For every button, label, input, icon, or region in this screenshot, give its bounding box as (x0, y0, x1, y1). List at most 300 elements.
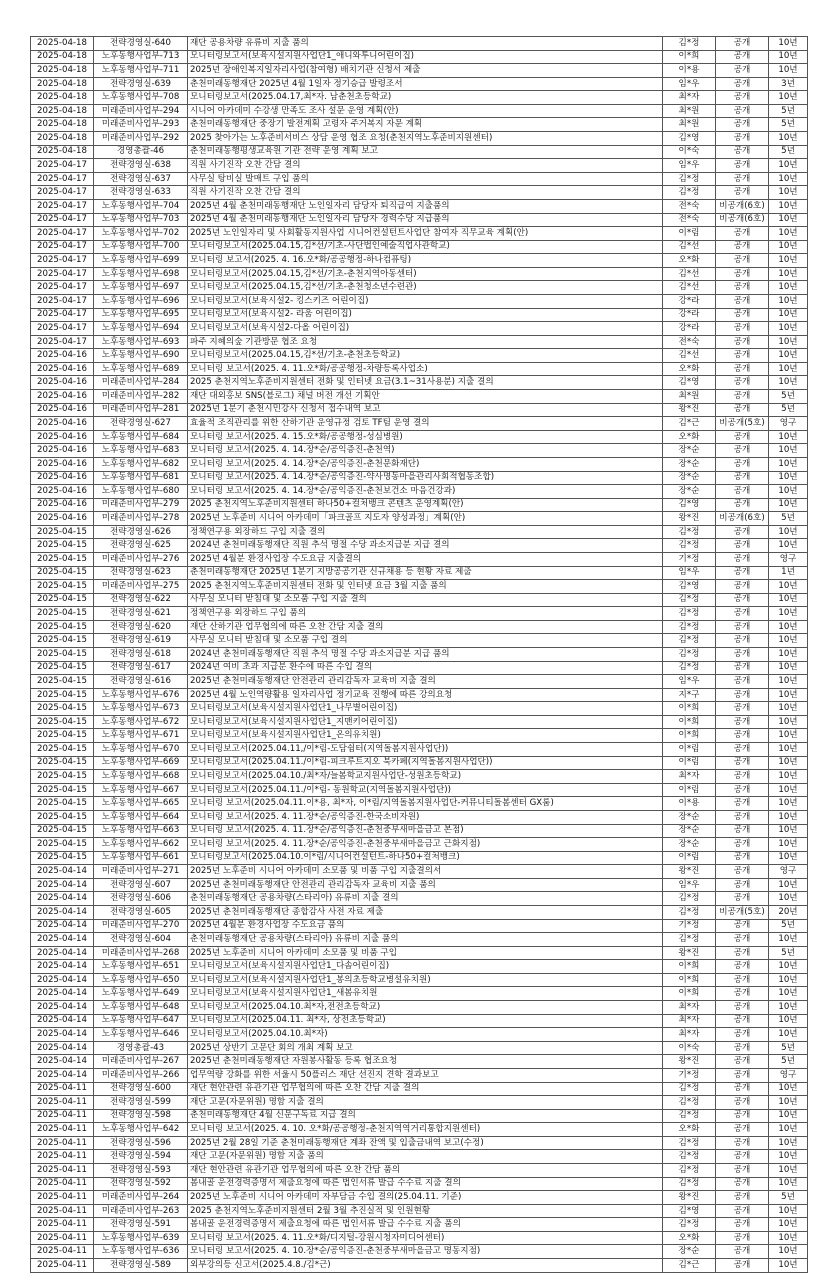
doc-number-cell: 전략경영실-596 (94, 1136, 188, 1150)
date-cell: 2025-04-14 (31, 1014, 94, 1028)
title-cell: 업무역량 강화를 위한 서울시 50플러스 재단 선진지 견학 결과보고 (188, 1068, 663, 1082)
date-cell: 2025-04-15 (31, 566, 94, 580)
disclosure-cell: 공개 (716, 851, 769, 865)
manager-cell: 김*정 (663, 1163, 716, 1177)
date-cell: 2025-04-15 (31, 783, 94, 797)
table-row (31, 1082, 808, 1096)
doc-number-cell: 전략경영실-598 (94, 1109, 188, 1123)
doc-number-cell: 전략경영실-620 (94, 620, 188, 634)
title-cell: 2025년 노후준비 시니어 아카데미 소모품 및 비품 구입 (188, 946, 663, 960)
table-row (31, 159, 808, 173)
manager-cell: 이*희 (663, 715, 716, 729)
doc-number-cell: 노후동행사업부-694 (94, 322, 188, 336)
doc-number-cell: 노후동행사업부-697 (94, 281, 188, 295)
retention-cell: 10년 (769, 580, 808, 594)
table-row (31, 77, 808, 91)
manager-cell: 최*원 (663, 104, 716, 118)
table-row (31, 1055, 808, 1069)
doc-number-cell: 전략경영실-599 (94, 1096, 188, 1110)
title-cell: 모니터링보고서(2025.04.11,/이*림-도담쉼터(지역돌봄지원사업단)) (188, 743, 663, 757)
date-cell: 2025-04-14 (31, 1068, 94, 1082)
manager-cell: 김*정 (663, 1136, 716, 1150)
doc-number-cell: 전략경영실-592 (94, 1177, 188, 1191)
manager-cell: 임*우 (663, 566, 716, 580)
table-row (31, 525, 808, 539)
doc-number-cell: 미래준비사업부-294 (94, 104, 188, 118)
disclosure-cell: 공개 (716, 145, 769, 159)
doc-number-cell: 노후동행사업부-700 (94, 240, 188, 254)
doc-number-cell: 노후동행사업부-680 (94, 485, 188, 499)
title-cell: 모니터링보고서(2025.04.11./이*림-피크루트지오 북카페(지역돌봄지원사업단)) (188, 756, 663, 770)
doc-number-cell: 노후동행사업부-636 (94, 1245, 188, 1259)
manager-cell: 이*림 (663, 756, 716, 770)
date-cell: 2025-04-11 (31, 1109, 94, 1123)
retention-cell: 10년 (769, 987, 808, 1001)
manager-cell: 이*용 (663, 797, 716, 811)
title-cell: 2024년 여비 초과 지급분 환수에 따른 수입 결의 (188, 661, 663, 675)
date-cell: 2025-04-14 (31, 919, 94, 933)
disclosure-cell: 공개 (716, 457, 769, 471)
disclosure-cell: 공개 (716, 566, 769, 580)
date-cell: 2025-04-11 (31, 1191, 94, 1205)
disclosure-cell: 공개 (716, 824, 769, 838)
retention-cell: 10년 (769, 770, 808, 784)
date-cell: 2025-04-16 (31, 485, 94, 499)
retention-cell: 10년 (769, 430, 808, 444)
table-row (31, 104, 808, 118)
doc-number-cell: 전략경영실-639 (94, 77, 188, 91)
date-cell: 2025-04-16 (31, 471, 94, 485)
retention-cell: 10년 (769, 634, 808, 648)
retention-cell: 10년 (769, 824, 808, 838)
disclosure-cell: 공개 (716, 620, 769, 634)
disclosure-cell: 공개 (716, 498, 769, 512)
disclosure-cell: 공개 (716, 960, 769, 974)
table-row (31, 471, 808, 485)
date-cell: 2025-04-15 (31, 743, 94, 757)
doc-number-cell: 전략경영실-623 (94, 566, 188, 580)
disclosure-cell: 공개 (716, 1028, 769, 1042)
doc-number-cell: 미래준비사업부-284 (94, 376, 188, 390)
date-cell: 2025-04-15 (31, 620, 94, 634)
manager-cell: 강*라 (663, 308, 716, 322)
disclosure-cell: 공개 (716, 1096, 769, 1110)
disclosure-cell: 비공개(6호) (716, 213, 769, 227)
disclosure-cell: 공개 (716, 797, 769, 811)
title-cell: 모니터링보고서(보육시설지원사업단1_나무별어린이집) (188, 702, 663, 716)
manager-cell: 김*선 (663, 349, 716, 363)
table-row (31, 1231, 808, 1245)
manager-cell: 김*정 (663, 37, 716, 51)
title-cell: 봄내골 운전경력증명서 제출요청에 따른 법인서류 발급 수수료 지출 품의 (188, 1218, 663, 1232)
table-row (31, 661, 808, 675)
retention-cell: 영구 (769, 1068, 808, 1082)
manager-cell: 김*근 (663, 1259, 716, 1273)
retention-cell: 1년 (769, 566, 808, 580)
disclosure-cell: 공개 (716, 1068, 769, 1082)
disclosure-cell: 공개 (716, 973, 769, 987)
retention-cell: 10년 (769, 702, 808, 716)
date-cell: 2025-04-17 (31, 199, 94, 213)
table-row (31, 1123, 808, 1137)
date-cell: 2025-04-17 (31, 213, 94, 227)
date-cell: 2025-04-15 (31, 661, 94, 675)
disclosure-cell: 공개 (716, 1055, 769, 1069)
disclosure-cell: 공개 (716, 1041, 769, 1055)
title-cell: 시니어 아카데미 수강생 만족도 조사 설문 운영 계획(안) (188, 104, 663, 118)
date-cell: 2025-04-11 (31, 1231, 94, 1245)
doc-number-cell: 노후동행사업부-663 (94, 824, 188, 838)
table-row (31, 1259, 808, 1273)
disclosure-cell: 공개 (716, 810, 769, 824)
table-row (31, 362, 808, 376)
retention-cell: 10년 (769, 1096, 808, 1110)
doc-number-cell: 미래준비사업부-270 (94, 919, 188, 933)
table-row (31, 64, 808, 78)
table-row (31, 1204, 808, 1218)
date-cell: 2025-04-18 (31, 64, 94, 78)
table-row (31, 607, 808, 621)
table-row (31, 1068, 808, 1082)
date-cell: 2025-04-14 (31, 1055, 94, 1069)
date-cell: 2025-04-18 (31, 77, 94, 91)
doc-number-cell: 노후동행사업부-651 (94, 960, 188, 974)
retention-cell: 10년 (769, 308, 808, 322)
date-cell: 2025-04-11 (31, 1082, 94, 1096)
title-cell: 2025년 4월 춘천미래동행재단 노인일자리 담당자 퇴직급여 지출품의 (188, 199, 663, 213)
retention-cell: 10년 (769, 485, 808, 499)
disclosure-cell: 공개 (716, 675, 769, 689)
table-row (31, 648, 808, 662)
table-row (31, 973, 808, 987)
date-cell: 2025-04-16 (31, 376, 94, 390)
title-cell: 춘천미래동행재단 4월 신문구독료 지급 결의 (188, 1109, 663, 1123)
table-row (31, 1163, 808, 1177)
doc-number-cell: 전략경영실-621 (94, 607, 188, 621)
manager-cell: 김*정 (663, 620, 716, 634)
disclosure-cell: 공개 (716, 335, 769, 349)
disclosure-cell: 공개 (716, 37, 769, 51)
retention-cell: 10년 (769, 457, 808, 471)
doc-number-cell: 전략경영실-593 (94, 1163, 188, 1177)
date-cell: 2025-04-15 (31, 838, 94, 852)
title-cell: 모니터링보고서(2025.04.15,김*선/기초-춘천청소년수련관) (188, 281, 663, 295)
title-cell: 2025년 춘천미래동행재단 안전관리 관리감독자 교육비 지출 결의 (188, 675, 663, 689)
retention-cell: 10년 (769, 1231, 808, 1245)
retention-cell: 10년 (769, 50, 808, 64)
title-cell: 사무실 탕비실 발매트 구입 품의 (188, 172, 663, 186)
retention-cell: 10년 (769, 1163, 808, 1177)
retention-cell: 10년 (769, 227, 808, 241)
retention-cell: 10년 (769, 1177, 808, 1191)
title-cell: 모니터링 보고서(2025. 4. 11.장*순/공익증진-춘천중부새마을금고 근화지점) (188, 838, 663, 852)
retention-cell: 10년 (769, 593, 808, 607)
retention-cell: 영구 (769, 552, 808, 566)
date-cell: 2025-04-11 (31, 1218, 94, 1232)
table-row (31, 539, 808, 553)
date-cell: 2025-04-11 (31, 1259, 94, 1273)
date-cell: 2025-04-14 (31, 946, 94, 960)
date-cell: 2025-04-15 (31, 634, 94, 648)
disclosure-cell: 공개 (716, 1150, 769, 1164)
table-row (31, 1150, 808, 1164)
table-row (31, 688, 808, 702)
manager-cell: 김*선 (663, 267, 716, 281)
retention-cell: 5년 (769, 919, 808, 933)
title-cell: 사무실 모니터 받침대 및 소모품 구입 결의 (188, 634, 663, 648)
doc-number-cell: 미래준비사업부-276 (94, 552, 188, 566)
retention-cell: 10년 (769, 91, 808, 105)
manager-cell: 이*희 (663, 973, 716, 987)
manager-cell: 임*우 (663, 675, 716, 689)
title-cell: 모니터링 보고서(2025. 4. 11.오*화/디지털-강원시청자미디어센터) (188, 1231, 663, 1245)
title-cell: 재단 현안관련 유관기관 업무협의에 따른 오찬 간담 지출 결의 (188, 1082, 663, 1096)
title-cell: 춘천미래동행재단 공용차량(스타리아) 유류비 지출 품의 (188, 933, 663, 947)
disclosure-cell: 공개 (716, 648, 769, 662)
retention-cell: 10년 (769, 525, 808, 539)
table-row (31, 1136, 808, 1150)
date-cell: 2025-04-14 (31, 973, 94, 987)
manager-cell: 김*정 (663, 1082, 716, 1096)
date-cell: 2025-04-15 (31, 648, 94, 662)
title-cell: 모니터링보고서(보육시설지원사업단1_봉의초등학교병설유치원) (188, 973, 663, 987)
manager-cell: 김*정 (663, 933, 716, 947)
disclosure-cell: 비공개(6호) (716, 199, 769, 213)
manager-cell: 왕*진 (663, 1191, 716, 1205)
disclosure-cell: 공개 (716, 308, 769, 322)
title-cell: 2025년 춘천미래동행재단 안전관리 관리감독자 교육비 지출 품의 (188, 878, 663, 892)
doc-number-cell: 노후동행사업부-673 (94, 702, 188, 716)
title-cell: 봄내골 운전경력증명서 제출요청에 따른 법인서류 발급 수수료 지출 결의 (188, 1177, 663, 1191)
date-cell: 2025-04-11 (31, 1123, 94, 1137)
manager-cell: 김*영 (663, 580, 716, 594)
table-row (31, 824, 808, 838)
manager-cell: 김*정 (663, 648, 716, 662)
date-cell: 2025-04-14 (31, 906, 94, 920)
doc-number-cell: 노후동행사업부-662 (94, 838, 188, 852)
date-cell: 2025-04-17 (31, 186, 94, 200)
title-cell: 직원 사기진작 오찬 간담 결의 (188, 186, 663, 200)
table-row (31, 1245, 808, 1259)
title-cell: 모니터링보고서(보육시설지원사업단1_지맨키어린이집) (188, 715, 663, 729)
retention-cell: 10년 (769, 213, 808, 227)
retention-cell: 10년 (769, 1245, 808, 1259)
date-cell: 2025-04-16 (31, 417, 94, 431)
manager-cell: 장*순 (663, 1245, 716, 1259)
table-row (31, 810, 808, 824)
date-cell: 2025-04-11 (31, 1245, 94, 1259)
disclosure-cell: 공개 (716, 485, 769, 499)
disclosure-cell: 공개 (716, 878, 769, 892)
retention-cell: 10년 (769, 281, 808, 295)
title-cell: 2025년 춘천미래동행재단 종합감사 사전 자료 제출 (188, 906, 663, 920)
retention-cell: 10년 (769, 376, 808, 390)
manager-cell: 오*화 (663, 1123, 716, 1137)
retention-cell: 10년 (769, 322, 808, 336)
retention-cell: 10년 (769, 675, 808, 689)
table-row (31, 743, 808, 757)
doc-number-cell: 전략경영실-622 (94, 593, 188, 607)
title-cell: 2025년 장애인복지일자리사업(참여형) 배치기관 신청서 제출 (188, 64, 663, 78)
title-cell: 2025년 춘천미래동행재단 자원봉사활동 등록 협조요청 (188, 1055, 663, 1069)
title-cell: 재단 산하기관 업무협의에 따른 오찬 간담 지출 결의 (188, 620, 663, 634)
date-cell: 2025-04-17 (31, 267, 94, 281)
title-cell: 2025년 노후준비 시니어 아카데미「파크골프 지도자 양성과정」계획(안) (188, 512, 663, 526)
retention-cell: 10년 (769, 783, 808, 797)
manager-cell: 이*희 (663, 50, 716, 64)
manager-cell: 김*정 (663, 634, 716, 648)
doc-number-cell: 노후동행사업부-650 (94, 973, 188, 987)
doc-number-cell: 노후동행사업부-661 (94, 851, 188, 865)
table-row (31, 1014, 808, 1028)
disclosure-cell: 공개 (716, 267, 769, 281)
date-cell: 2025-04-11 (31, 1136, 94, 1150)
disclosure-cell: 공개 (716, 933, 769, 947)
retention-cell: 20년 (769, 906, 808, 920)
doc-number-cell: 미래준비사업부-278 (94, 512, 188, 526)
doc-number-cell: 미래준비사업부-292 (94, 132, 188, 146)
date-cell: 2025-04-15 (31, 552, 94, 566)
disclosure-cell: 공개 (716, 294, 769, 308)
manager-cell: 이*희 (663, 987, 716, 1001)
disclosure-cell: 공개 (716, 919, 769, 933)
manager-cell: 김*정 (663, 1218, 716, 1232)
retention-cell: 10년 (769, 1123, 808, 1137)
manager-cell: 오*화 (663, 430, 716, 444)
title-cell: 재단 공용차량 유류비 지출 품의 (188, 37, 663, 51)
disclosure-cell: 공개 (716, 471, 769, 485)
date-cell: 2025-04-16 (31, 512, 94, 526)
doc-number-cell: 전략경영실-618 (94, 648, 188, 662)
retention-cell: 5년 (769, 104, 808, 118)
date-cell: 2025-04-15 (31, 675, 94, 689)
table-row (31, 213, 808, 227)
manager-cell: 장*순 (663, 485, 716, 499)
date-cell: 2025-04-14 (31, 892, 94, 906)
retention-cell: 10년 (769, 1150, 808, 1164)
retention-cell: 10년 (769, 349, 808, 363)
date-cell: 2025-04-14 (31, 878, 94, 892)
manager-cell: 강*라 (663, 322, 716, 336)
doc-number-cell: 노후동행사업부-699 (94, 254, 188, 268)
disclosure-cell: 공개 (716, 349, 769, 363)
table-row (31, 1096, 808, 1110)
table-row (31, 987, 808, 1001)
title-cell: 2025년 노후준비 시니어 아카데미 소모품 및 비품 구입 지출결의서 (188, 865, 663, 879)
retention-cell: 10년 (769, 240, 808, 254)
manager-cell: 왕*진 (663, 865, 716, 879)
disclosure-cell: 공개 (716, 390, 769, 404)
disclosure-cell: 공개 (716, 607, 769, 621)
title-cell: 2025년 4월분 환경사업장 수도요금 지출결의 (188, 552, 663, 566)
disclosure-cell: 공개 (716, 865, 769, 879)
title-cell: 모니터링 보고서(2025. 4. 16.오*화/공공행정-하나컴퓨팅) (188, 254, 663, 268)
title-cell: 2025 춘천지역노후준비지원센터 하나50+컬처뱅크 콘텐츠 운영계획(안) (188, 498, 663, 512)
manager-cell: 이*희 (663, 960, 716, 974)
table-row (31, 620, 808, 634)
table-row (31, 430, 808, 444)
disclosure-cell: 공개 (716, 1109, 769, 1123)
doc-number-cell: 노후동행사업부-695 (94, 308, 188, 322)
date-cell: 2025-04-16 (31, 498, 94, 512)
table-row (31, 281, 808, 295)
disclosure-cell: 공개 (716, 1245, 769, 1259)
doc-number-cell: 미래준비사업부-275 (94, 580, 188, 594)
retention-cell: 10년 (769, 648, 808, 662)
doc-number-cell: 경영총괄-46 (94, 145, 188, 159)
table-row (31, 715, 808, 729)
doc-number-cell: 노후동행사업부-703 (94, 213, 188, 227)
retention-cell: 10년 (769, 539, 808, 553)
table-row (31, 403, 808, 417)
doc-number-cell: 미래준비사업부-268 (94, 946, 188, 960)
doc-number-cell: 노후동행사업부-668 (94, 770, 188, 784)
manager-cell: 왕*진 (663, 512, 716, 526)
table-row (31, 851, 808, 865)
doc-number-cell: 전략경영실-638 (94, 159, 188, 173)
table-row (31, 199, 808, 213)
doc-number-cell: 전략경영실-591 (94, 1218, 188, 1232)
table-row (31, 335, 808, 349)
retention-cell: 10년 (769, 1109, 808, 1123)
manager-cell: 김*정 (663, 607, 716, 621)
title-cell: 재단 고문(자문위원) 명함 지출 결의 (188, 1096, 663, 1110)
doc-number-cell: 노후동행사업부-711 (94, 64, 188, 78)
table-row (31, 892, 808, 906)
manager-cell: 김*정 (663, 1150, 716, 1164)
disclosure-cell: 공개 (716, 159, 769, 173)
date-cell: 2025-04-16 (31, 457, 94, 471)
title-cell: 모니터링보고서(보육시설2- 킹스키즈 어린이집) (188, 294, 663, 308)
table-row (31, 145, 808, 159)
retention-cell: 10년 (769, 1014, 808, 1028)
doc-number-cell: 미래준비사업부-293 (94, 118, 188, 132)
retention-cell: 10년 (769, 1028, 808, 1042)
manager-cell: 오*화 (663, 254, 716, 268)
manager-cell: 최*원 (663, 118, 716, 132)
date-cell: 2025-04-17 (31, 308, 94, 322)
table-row (31, 267, 808, 281)
doc-number-cell: 전략경영실-589 (94, 1259, 188, 1273)
date-cell: 2025-04-14 (31, 933, 94, 947)
disclosure-cell: 공개 (716, 892, 769, 906)
disclosure-cell: 공개 (716, 132, 769, 146)
table-row (31, 566, 808, 580)
date-cell: 2025-04-15 (31, 797, 94, 811)
table-row (31, 770, 808, 784)
retention-cell: 10년 (769, 1082, 808, 1096)
date-cell: 2025-04-16 (31, 403, 94, 417)
disclosure-cell: 공개 (716, 770, 769, 784)
title-cell: 2025 춘천지역노후준비지원센터 2월 3월 추진실적 및 인원현황 (188, 1204, 663, 1218)
date-cell: 2025-04-17 (31, 227, 94, 241)
title-cell: 모니터링 보고서(2025. 4. 14.장*순/공익증진-춘천보건소 마음건강과) (188, 485, 663, 499)
table-row (31, 172, 808, 186)
disclosure-cell: 공개 (716, 240, 769, 254)
title-cell: 모니터링 보고서(2025. 4. 14.장*순/공익증진-약사명동마을관리사회적협동조합) (188, 471, 663, 485)
title-cell: 모니터링 보고서(2025. 4. 11.장*순/공익증진-춘천중부새마을금고 본점) (188, 824, 663, 838)
retention-cell: 영구 (769, 865, 808, 879)
table-row (31, 946, 808, 960)
table-row (31, 933, 808, 947)
disclosure-cell: 공개 (716, 715, 769, 729)
manager-cell: 장*순 (663, 838, 716, 852)
retention-cell: 5년 (769, 512, 808, 526)
table-row (31, 838, 808, 852)
date-cell: 2025-04-18 (31, 132, 94, 146)
table-row (31, 1177, 808, 1191)
retention-cell: 10년 (769, 498, 808, 512)
